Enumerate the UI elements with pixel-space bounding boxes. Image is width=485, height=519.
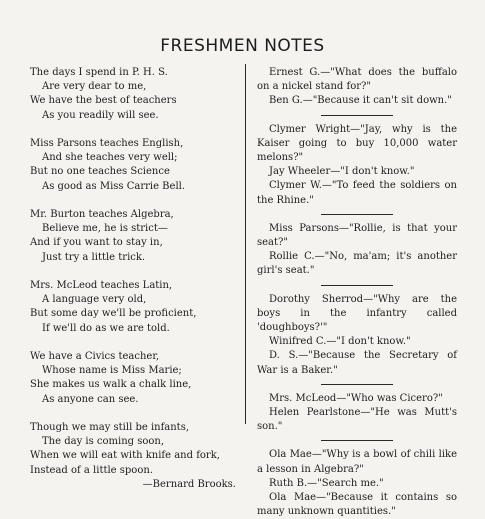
poem-line: The days I spend in P. H. S. (30, 67, 168, 78)
poem-line: We have the best of teachers (30, 95, 177, 107)
poem-stanza (30, 208, 236, 265)
poem-line: Miss Parsons teaches English, (30, 138, 184, 149)
poem-stanza (30, 350, 236, 407)
page-title: FRESHMEN NOTES (160, 36, 325, 56)
joke-line: Winifred C.—"I don't know." (269, 336, 411, 348)
column-divider (245, 64, 246, 424)
jokes-column (257, 66, 457, 519)
poem-line: The day is coming soon, (42, 436, 165, 448)
poem-line: Believe me, he is strict— (42, 223, 168, 235)
joke-separator (321, 440, 393, 441)
poem-line: Mr. Burton teaches Algebra, (30, 209, 174, 220)
poem-line: As good as Miss Carrie Bell. (42, 180, 186, 192)
joke-separator (321, 384, 393, 385)
poem-stanza (30, 279, 236, 336)
joke-line: D. S.—"Because the Secretary of War is a Baker." (257, 350, 457, 376)
poem (30, 66, 236, 492)
joke-block (257, 66, 457, 109)
poem-line: If we'll do as we are told. (42, 322, 170, 334)
poem-line: Are very dear to me, (42, 81, 147, 93)
poem-line: But some day we'll be proficient, (30, 308, 197, 320)
joke-block (257, 222, 457, 279)
joke-separator (321, 214, 393, 215)
poem-line: Instead of a little spoon. (30, 464, 153, 476)
joke-line: Mrs. McLeod—"Who was Cicero?" (269, 392, 443, 404)
poem-line: Though we may still be infants, (30, 422, 190, 433)
joke-line: Helen Pearlstone—"He was Mutt's son." (257, 407, 457, 433)
joke-line: Clymer W.—"To feed the soldiers on the Rhine." (257, 180, 457, 206)
joke-line: Ruth B.—"Search me." (269, 477, 384, 489)
poem-line: She makes us walk a chalk line, (30, 379, 192, 391)
poem-line: Whose name is Miss Marie; (42, 365, 182, 377)
poem-signature: —Bernard Brooks. (142, 478, 236, 490)
poem-line: As anyone can see. (42, 393, 139, 405)
poem-line: Just try a little trick. (42, 251, 146, 263)
poem-line: And she teaches very well; (42, 152, 178, 164)
joke-line: Clymer Wright—"Jay, why is the Kaiser going to buy 10,000 water melons?" (257, 123, 457, 164)
joke-separator (321, 115, 393, 116)
poem-line: As you readily will see. (42, 109, 159, 121)
joke-block (257, 392, 457, 435)
poem-stanza (30, 66, 236, 123)
joke-line: Rollie C.—"No, ma'am; it's another girl's seat." (257, 251, 457, 277)
joke-block (257, 293, 457, 378)
joke-line: Ernest G.—"What does the buffalo on a nickel stand for?" (257, 67, 457, 93)
joke-line: Ben G.—"Because it can't sit down." (269, 95, 452, 107)
joke-separator (321, 285, 393, 286)
poem-line: But no one teaches Science (30, 166, 170, 178)
poem-line: We have a Civics teacher, (30, 351, 160, 362)
joke-line: Miss Parsons—"Rollie, is that your seat?" (257, 222, 457, 249)
poem-line: A language very old, (42, 294, 147, 306)
joke-line: Ola Mae—"Why is a bowl of chili like a lesson in Algebra?" (257, 449, 457, 475)
poem-line: When we will eat with knife and fork, (30, 450, 220, 462)
joke-line: Ola Mae—"Because it contains so many unknown quantities." (257, 492, 457, 518)
joke-line: Dorothy Sherrod—"Why are the boys in the infantry called 'doughboys?'" (257, 293, 457, 334)
poem-stanza (30, 421, 236, 478)
poem-line: And if you want to stay in, (30, 237, 163, 249)
poem-line: Mrs. McLeod teaches Latin, (30, 280, 173, 291)
joke-block (257, 123, 457, 208)
joke-block (257, 448, 457, 519)
poem-stanza (30, 137, 236, 194)
joke-line: Jay Wheeler—"I don't know." (269, 166, 415, 178)
